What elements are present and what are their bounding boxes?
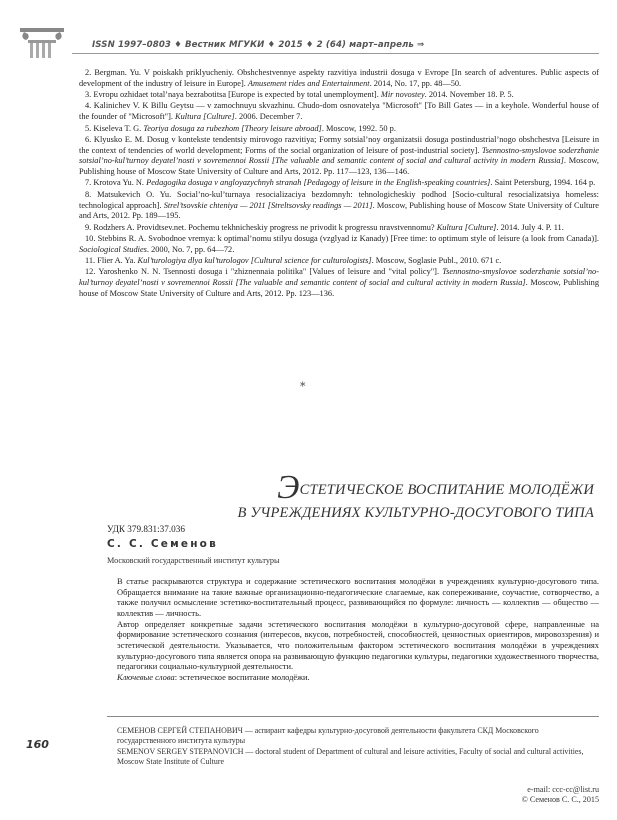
reference-text: 10. Stebbins R. A. Svobodnoe vremya: k optimal’nomu stilyu dosuga (vzglyad iz Kanady) [Free time: to optimum style of leisure (a look from Canada)]. [85, 234, 599, 243]
author-email: e-mail: ccc-cc@list.ru [527, 785, 599, 794]
article-title-line-2: В УЧРЕЖДЕНИЯХ КУЛЬТУРНО-ДОСУГОВОГО ТИПА [237, 505, 594, 521]
reference-text: 8. Matsukevich O. Yu. Social’no-kul’turnaya resocializaciya bezdomnyh: tehnologicheskiy podhod [Socio-cultural resocializatsiya homeless: technological approach]. [79, 189, 599, 210]
running-head: ISSN 1997–0803 ♦ Вестник МГУКИ ♦ 2015 ♦ 2 (64) март–апрель ⇒ [92, 40, 425, 50]
reference-item [79, 267, 599, 299]
reference-text: 7. Krotova Yu. N. [85, 178, 147, 188]
reference-text: 4. Kalinichev V. K Billu Geytsu — v zamochnuyu skvazhinu. Chudo-dom osnovatelya "Microsoft" [To Bill Gates — in a keyhole. Wonderful house of the founder of "Microsoft"]. [79, 101, 599, 122]
reference-details: . 2000, No. 7, pp. 64—72. [146, 244, 235, 254]
reference-text: 2. Bergman. Yu. V poiskakh priklyucheniy. Obshchestvennye aspekty razvitiya industrii dosuga v Evrope [In search of adventures. Public aspects of development of the industry of leisure in Europe]. [79, 68, 599, 88]
reference-item [79, 124, 599, 135]
page-header [0, 0, 617, 62]
abstract [117, 576, 599, 683]
reference-item [79, 178, 599, 189]
author-bio-ru: СЕМЕНОВ СЕРГЕЙ СТЕПАНОВИЧ — аспирант кафедры культурно-досуговой деятельности факультета СКД Московского государственного института культуры [117, 726, 539, 745]
reference-item [79, 190, 599, 222]
reference-source-title: Mir novostey [380, 90, 425, 100]
reference-source-title: Kultura [Culture] [175, 112, 235, 122]
reference-text: 3. Evropu ozhidaet total’naya bezrabotitsa [Europe is expected by total unemployment]. [85, 90, 381, 100]
reference-text: 9. Rodzhers A. Providtsev.net. Pochemu tekhnicheskiy progress ne privodit k progressu nravstvennomu? [85, 222, 437, 232]
keywords-label: Ключевые слова [117, 671, 175, 682]
reference-item [79, 135, 599, 178]
article-title-line-1 [170, 469, 594, 506]
reference-details: . 2006. December 7. [234, 112, 303, 122]
udk-code: УДК 379.831:37.036 [107, 524, 185, 534]
reference-source-title: Pedagogika dosuga v angloyazychnyh stranah [Pedagogy of leisure in the English-speaking countries] [146, 178, 491, 188]
reference-details: . Saint Petersburg, 1994. 164 p. [490, 178, 596, 188]
title-initial-capital: Э [277, 469, 300, 506]
reference-details: . Moscow, Publishing house of Moscow State University of Culture and Arts, 2012. Pp. 189—195. [79, 200, 600, 221]
reference-source-title: Teoriya dosuga za rubezhom [Theory leisure abroad] [143, 123, 322, 133]
reference-source-title: Tsennostno-smyslovoe soderzhanie sotsial’no-kul’turnoy deyatel’nosti v sovremennoi Rossii [The valuable and semantic content of social and cultural activity in modern Russia] [79, 267, 599, 288]
copyright: © Семенов С. С., 2015 [521, 795, 599, 804]
reference-text: 12. Yaroshenko N. N. Tsennosti dosuga i "zhiznennaia politika" [Values of leisure and "vital policy"]. [85, 267, 443, 277]
reference-item [79, 101, 599, 123]
reference-source-title: Amusement rides and Entertainment [247, 78, 370, 88]
reference-details: . 2014. November 18. P. 5. [424, 90, 514, 100]
reference-item [79, 223, 599, 234]
author-bio [117, 726, 599, 768]
footnote-rule [107, 716, 599, 717]
reference-details: . Moscow, Publishing house of Moscow State University of Culture and Arts, 2012. Pp. 123—136. [79, 278, 599, 298]
reference-list [79, 68, 599, 300]
author-bio-en: SEMENOV SERGEY STEPANOVICH — doctoral student of Department of cultural and leisure activities, Faculty of social and cultural activities, Moscow State Institute of Culture [117, 747, 584, 766]
article-title [170, 469, 594, 524]
abstract-paragraph: В статье раскрываются структура и содержание эстетического воспитания молодёжи в учреждениях культурно-досугового типа. Обращается внимание на такие важные организационно-педагогические слагаемые, как сопереживание, соучастие, сотворчество, а также получил осмысление эстетико-воспитательный процесс, развивающийся по формуле: личность — коллектив — общество — коллектив — личность. [117, 576, 599, 618]
section-separator: * [300, 380, 306, 393]
reference-item [79, 234, 599, 256]
column-capital-icon [20, 28, 64, 58]
reference-item [79, 68, 599, 90]
page-number: 160 [26, 738, 49, 751]
reference-source-title: Tsennostno-smyslovoe soderzhanie sotsial’no-kul’turnoy deyatel’nosti v sovremennoi Rossii [The valuable and semantic content of social and cultural activity in modern Russia] [79, 145, 599, 166]
reference-details: . 2014, No. 17, pp. 48—50. [369, 78, 462, 88]
reference-source-title: Sociological Studies [79, 244, 147, 254]
reference-text: 5. Kiseleva T. G. [85, 123, 144, 133]
reference-details: . Moscow, 1992. 50 p. [321, 123, 396, 133]
reference-text: 6. Klyusko E. M. Dosug v kontekste tendentsiy mirovogo razvitiya; Formy sotsial’noy organizatsii dosuga postindustrial’nogo obshchestva [Leisure in the context of tendencies of world development; Forms of the social organization of leisure of post-industrial society]. [79, 134, 599, 155]
reference-source-title: Kul’turologiya dlya kul’turologov [Cultural science for culturologists] [137, 256, 372, 266]
title-line-1-text: СТЕТИЧЕСКОЕ ВОСПИТАНИЕ МОЛОДЁЖИ [299, 482, 594, 498]
header-rule [72, 53, 599, 54]
keywords [117, 672, 599, 683]
reference-details: . Moscow, Soglasie Publ., 2010. 671 c. [371, 256, 502, 266]
reference-source-title: Strel’tsovskie chteniya — 2011 [Streltsovsky readings — 2011] [163, 200, 373, 210]
keywords-text: : эстетическое воспитание молодёжи. [174, 671, 310, 682]
author-affiliation: Московский государственный институт культуры [107, 556, 280, 565]
reference-item [79, 90, 599, 101]
reference-details: . 2014. July 4. P. 11. [496, 222, 564, 232]
author-name: С. С. Семенов [107, 538, 218, 550]
reference-text: 11. Flier A. Ya. [85, 256, 138, 266]
abstract-paragraph: Автор определяет конкретные задачи эстетического воспитания молодёжи в культурно-досуговой сфере, направленные на формирование эстетического сознания (интересов, вкусов, потребностей, способностей, ценностных ориентиров, мировоззрения) и эстетической деятельности. Указывается, что положительным фактором эстетического воспитания молодёжи в учреждениях культурно-досугового типа является опора на развивающую функцию педагогики культуры, педагогики художественного творчества, педагогики социально-культурной деятельности. [117, 618, 599, 672]
reference-item [79, 256, 599, 267]
reference-source-title: Kultura [Culture] [436, 222, 497, 232]
contact-block [522, 785, 599, 805]
reference-details: . Moscow, Publishing house of Moscow State University of Culture and Arts, 2012. Pp. 117—123, 136—146. [79, 156, 599, 177]
